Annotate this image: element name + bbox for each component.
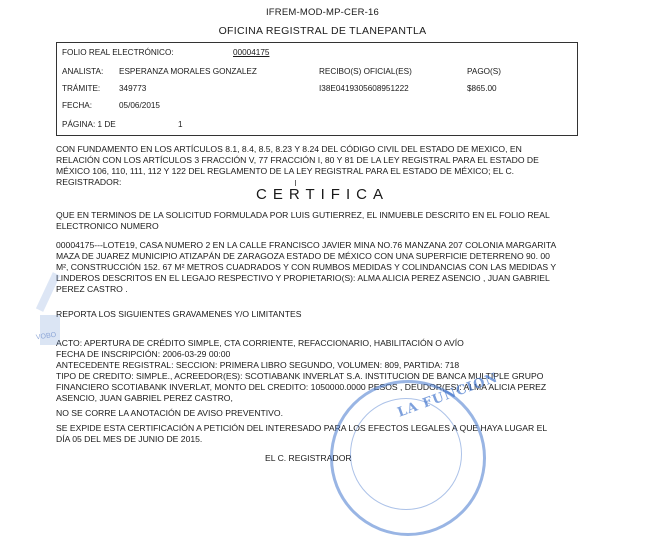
procedure-label: TRÁMITE: [62,84,101,93]
encumbrances-heading: REPORTA LOS SIGUIENTES GRAVAMENES Y/O LIMITANTES [56,309,302,319]
notice: NO SE CORRE LA ANOTACIÓN DE AVISO PREVENTIVO. [56,408,283,418]
property-paragraph [56,240,596,295]
issue-paragraph [56,423,596,445]
date-label: FECHA: [62,101,93,110]
certifica-title: CERTIFICA [256,186,389,203]
preamble [56,144,596,188]
act-line: ANTECEDENTE REGISTRAL: SECCION: PRIMERA LIBRO SEGUNDO, VOLUMEN: 809, PARTIDA: 718 [56,360,460,370]
request-line: QUE EN TERMINOS DE LA SOLICITUD FORMULADA POR LUIS GUTIERREZ, EL INMUEBLE DESCRITO EN EL FOLIO REAL [56,210,550,220]
date-value: 05/06/2015 [119,101,160,110]
receipt-value: I38E0419305608951222 [319,84,409,93]
payment-value: $865.00 [467,84,497,93]
issue-line: SE EXPIDE ESTA CERTIFICACIÓN A PETICIÓN DEL INTERESADO PARA LOS EFECTOS LEGALES A QUE HAYA LUGAR EL [56,423,548,433]
property-line: M², CONSTRUCCIÓN 152. 67 M² METROS CUADRADOS Y CON RUMBOS MEDIDAS Y COLINDANCIAS CON LAS MEDIDAS Y [56,262,557,272]
info-box [56,42,578,136]
property-line: MAZA DE JUAREZ MUNICIPIO ATIZAPÁN DE ZARAGOZA ESTADO DE MÉXICO CON UNA SUPERFICIE DETERRENO 90. 00 [56,251,550,261]
page-label: PÁGINA: 1 DE [62,120,116,129]
receipt-label: RECIBO(S) OFICIAL(ES) [319,67,412,76]
page-total: 1 [178,120,183,129]
request-line: ELECTRONICO NUMERO [56,221,159,231]
preamble-line: MÉXICO 106, 110, 111, 112 Y 122 DEL REGLAMENTO DE LA LEY REGISTRAL PARA EL ESTADO DE MÉXICO; EL C. [56,166,515,176]
act-line: ACTO: APERTURA DE CRÉDITO SIMPLE, CTA CORRIENTE, REFACCIONARIO, HABILITACIÓN O AVÍO [56,338,464,348]
payment-label: PAGO(S) [467,67,501,76]
act-paragraph [56,338,596,404]
preamble-line: CON FUNDAMENTO EN LOS ARTÍCULOS 8.1, 8.4, 8.5, 8.23 Y 8.24 DEL CÓDIGO CIVIL DEL ESTADO DE MEXICO, EN [56,144,522,154]
act-line: TIPO DE CREDITO: SIMPLE., ACREEDOR(ES): SCOTIABANK INVERLAT S.A. INSTITUCION DE BANCA MULTIPLE GRUPO [56,371,544,381]
folio-value: 00004175 [233,48,270,57]
analyst-value: ESPERANZA MORALES GONZALEZ [119,67,257,76]
office-title: OFICINA REGISTRAL DE TLANEPANTLA [218,25,427,37]
stamp-text: VOBO [35,331,57,342]
stamp-mark [40,315,60,345]
preamble-line: REGISTRADOR: [56,177,122,187]
act-line: FINANCIERO SCOTIABANK INVERLAT, MONTO DEL CREDITO: 1050000.0000 PESOS , DEUDOR(ES): ALMA ALICIA PEREZ [56,382,547,392]
act-line: FECHA DE INSCRIPCIÓN: 2006-03-29 00:00 [56,349,231,359]
preamble-line: RELACIÓN CON LOS ARTÍCULOS 3 FRACCIÓN V, 77 FRACCIÓN I, 80 Y 81 DE LA LEY REGISTRAL PARA EL ESTADO DE [56,155,539,165]
request-paragraph [56,210,596,232]
issue-line: DÍA 05 DEL MES DE JUNIO DE 2015. [56,434,203,444]
procedure-value: 349773 [119,84,147,93]
analyst-label: ANALISTA: [62,67,104,76]
property-line: LINDEROS DESCRITOS EN EL LEGAJO RESPECTIVO Y PROPIETARIO(S): ALMA ALICIA PEREZ ASENCIO , JUAN GABRIEL [56,273,550,283]
form-code: IFREM-MOD-MP-CER-16 [265,7,380,18]
property-line: PEREZ CASTRO . [56,284,128,294]
signature-label: EL C. REGISTRADOR [265,453,352,463]
act-line: ASENCIO, JUAN GABRIEL PEREZ CASTRO, [56,393,233,403]
property-line: 00004175---LOTE19, CASA NUMERO 2 EN LA CALLE FRANCISCO JAVIER MINA NO.76 MANZANA 207 COLONIA MARGARITA [56,240,557,250]
seal-text: LA FUNCION [395,370,501,421]
folio-label: FOLIO REAL ELECTRÓNICO: [62,48,174,57]
